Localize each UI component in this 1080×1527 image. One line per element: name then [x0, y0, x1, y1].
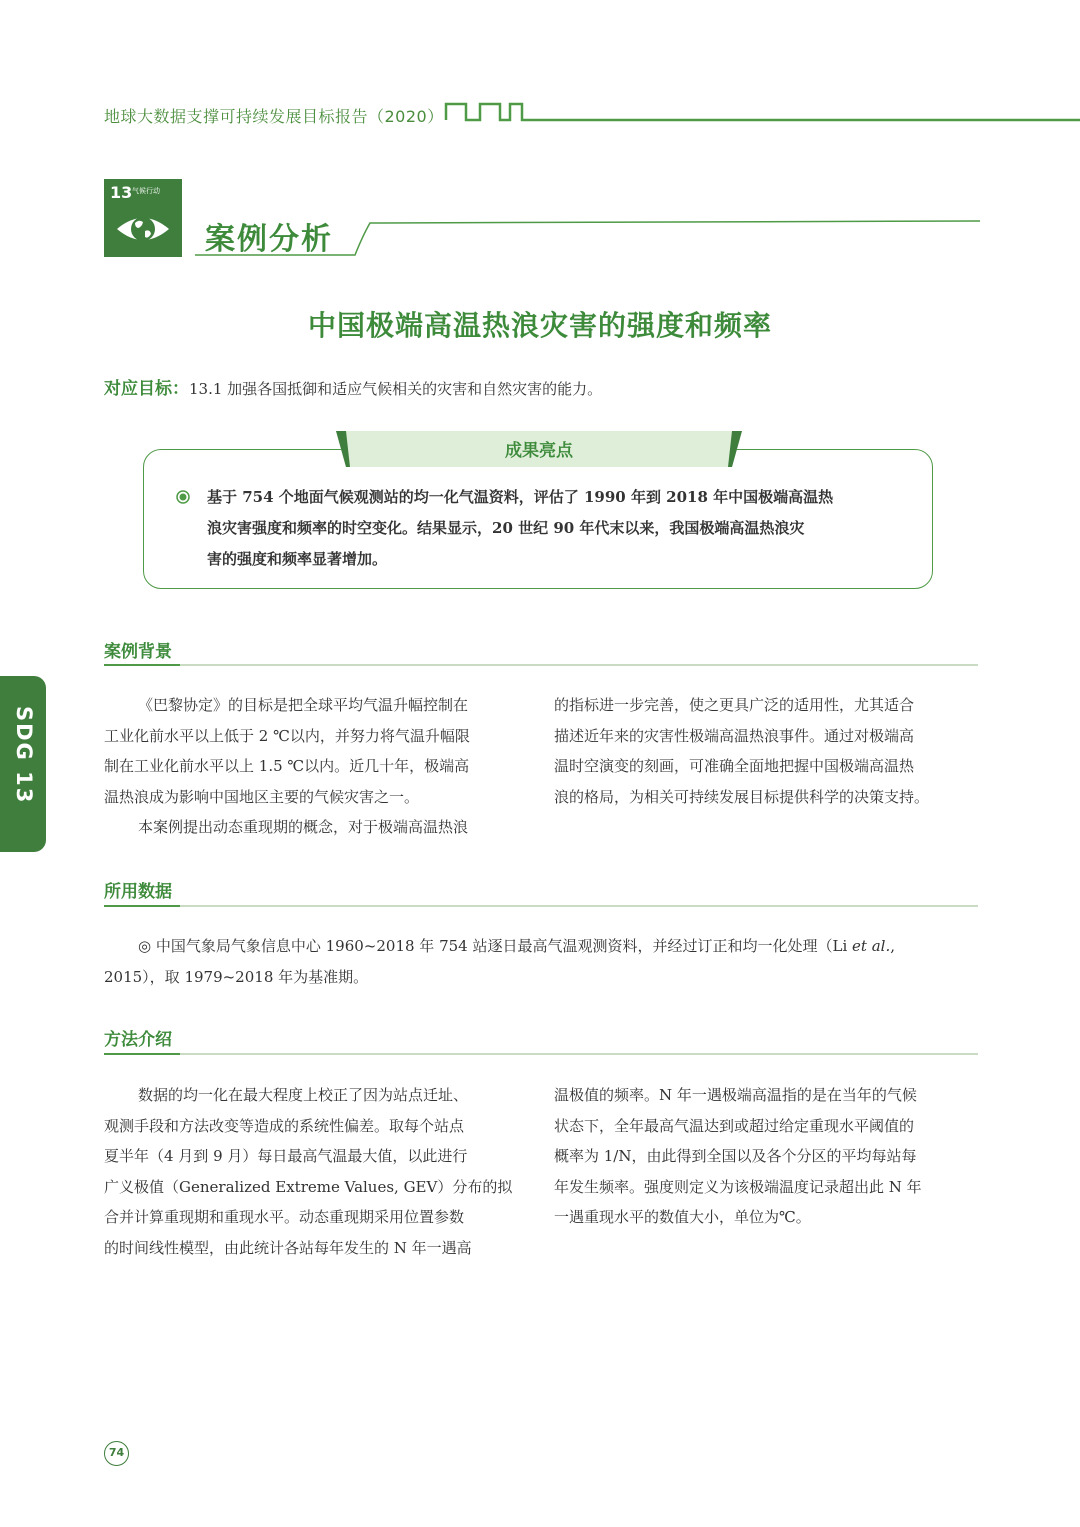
method-heading: 方法介绍 — [104, 1030, 172, 1050]
target-label: 对应目标： — [104, 379, 189, 399]
data-heading: 所用数据 — [104, 882, 172, 902]
text-line: 本案例提出动态重现期的概念，对于极端高温热浪 — [138, 818, 469, 836]
data-divider-accent — [104, 905, 180, 907]
data-paragraph — [104, 931, 978, 992]
highlight-line: 害的强度和频率显著增加。 — [207, 550, 388, 568]
report-header-title: 地球大数据支撑可持续发展目标报告（2020） — [104, 107, 444, 126]
text-line: 温极值的频率。N 年一遇极端高温指的是在当年的气候 — [554, 1086, 917, 1104]
target-text: 13.1 加强各国抵御和适应气候相关的灾害和自然灾害的能力。 — [189, 380, 603, 398]
eye-globe-icon — [115, 209, 171, 249]
text-span: ◎ 中国气象局气象信息中心 1960~2018 年 754 站逐日最高气温观测资料，并经过订正和均一化处理（Li — [138, 937, 848, 955]
data-divider — [104, 905, 978, 907]
text-line: 温时空演变的刻画，可准确全面地把握中国极端高温热 — [554, 757, 915, 775]
highlight-line: 基于 754 个地面气候观测站的均一化气温资料，评估了 1990 年到 2018 年中国极端高温热 — [207, 488, 834, 506]
text-line: 广义极值（Generalized Extreme Values, GEV）分布的拟 — [104, 1177, 513, 1196]
method-right-column — [554, 1080, 978, 1233]
bullet-icon — [176, 490, 190, 504]
text-span: , — [890, 937, 895, 955]
text-line: 温热浪成为影响中国地区主要的气候灾害之一。 — [104, 787, 420, 806]
side-tab-label: SDG 13 — [12, 706, 36, 805]
background-heading: 案例背景 — [104, 642, 172, 662]
text-line: 一遇重现水平的数值大小，单位为℃。 — [554, 1208, 811, 1226]
text-line: 2015），取 1979~2018 年为基准期。 — [104, 967, 369, 986]
text-line: 夏半年（4 月到 9 月）每日最高气温最大值，以此进行 — [104, 1147, 468, 1165]
header-ornament — [440, 100, 1080, 126]
text-line: 《巴黎协定》的目标是把全球平均气温升幅控制在 — [138, 696, 469, 714]
sdg-label: 气候行动 — [132, 187, 160, 195]
text-line: 工业化前水平以上低于 2 ℃以内，并努力将气温升幅限 — [104, 726, 470, 745]
section-title: 案例分析 — [205, 222, 333, 257]
text-line: 观测手段和方法改变等造成的系统性偏差。取每个站点 — [104, 1116, 465, 1135]
sdg13-tile — [104, 179, 182, 257]
text-line: 的时间线性模型，由此统计各站每年发生的 N 年一遇高 — [104, 1238, 472, 1257]
background-divider — [104, 664, 978, 666]
target-row — [104, 374, 602, 399]
background-left-column — [104, 690, 528, 843]
text-line: 描述近年来的灾害性极端高温热浪事件。通过对极端高 — [554, 726, 915, 745]
text-line: 浪的格局，为相关可持续发展目标提供科学的决策支持。 — [554, 787, 930, 806]
background-divider-accent — [104, 664, 180, 666]
text-line — [104, 931, 978, 962]
italic-span: et al. — [852, 937, 891, 955]
text-line: 的指标进一步完善，使之更具广泛的适用性，尤其适合 — [554, 696, 915, 714]
method-divider-accent — [104, 1053, 180, 1055]
highlight-line: 浪灾害强度和频率的时空变化。结果显示，20 世纪 90 年代末以来，我国极端高温热浪灾 — [207, 519, 805, 537]
text-line: 制在工业化前水平以上 1.5 ℃以内。近几十年，极端高 — [104, 757, 470, 775]
sdg-side-tab — [0, 676, 46, 852]
method-divider — [104, 1053, 978, 1055]
sdg-number: 13 — [110, 183, 133, 202]
method-left-column — [104, 1080, 528, 1263]
background-right-column — [554, 690, 978, 812]
text-line: 状态下，全年最高气温达到或超过给定重现水平阈值的 — [554, 1116, 915, 1135]
page-number: 74 — [104, 1441, 129, 1466]
case-title: 中国极端高温热浪灾害的强度和频率 — [307, 309, 772, 342]
text-line: 概率为 1/N，由此得到全国以及各个分区的平均每站每 — [554, 1147, 917, 1165]
highlight-banner-text: 成果亮点 — [505, 441, 573, 461]
text-line: 数据的均一化在最大程度上校正了因为站点迁址、 — [138, 1086, 469, 1104]
highlight-text — [207, 482, 897, 575]
text-line: 年发生频率。强度则定义为该极端温度记录超出此 N 年 — [554, 1177, 922, 1196]
text-line: 合并计算重现期和重现水平。动态重现期采用位置参数 — [104, 1208, 465, 1226]
